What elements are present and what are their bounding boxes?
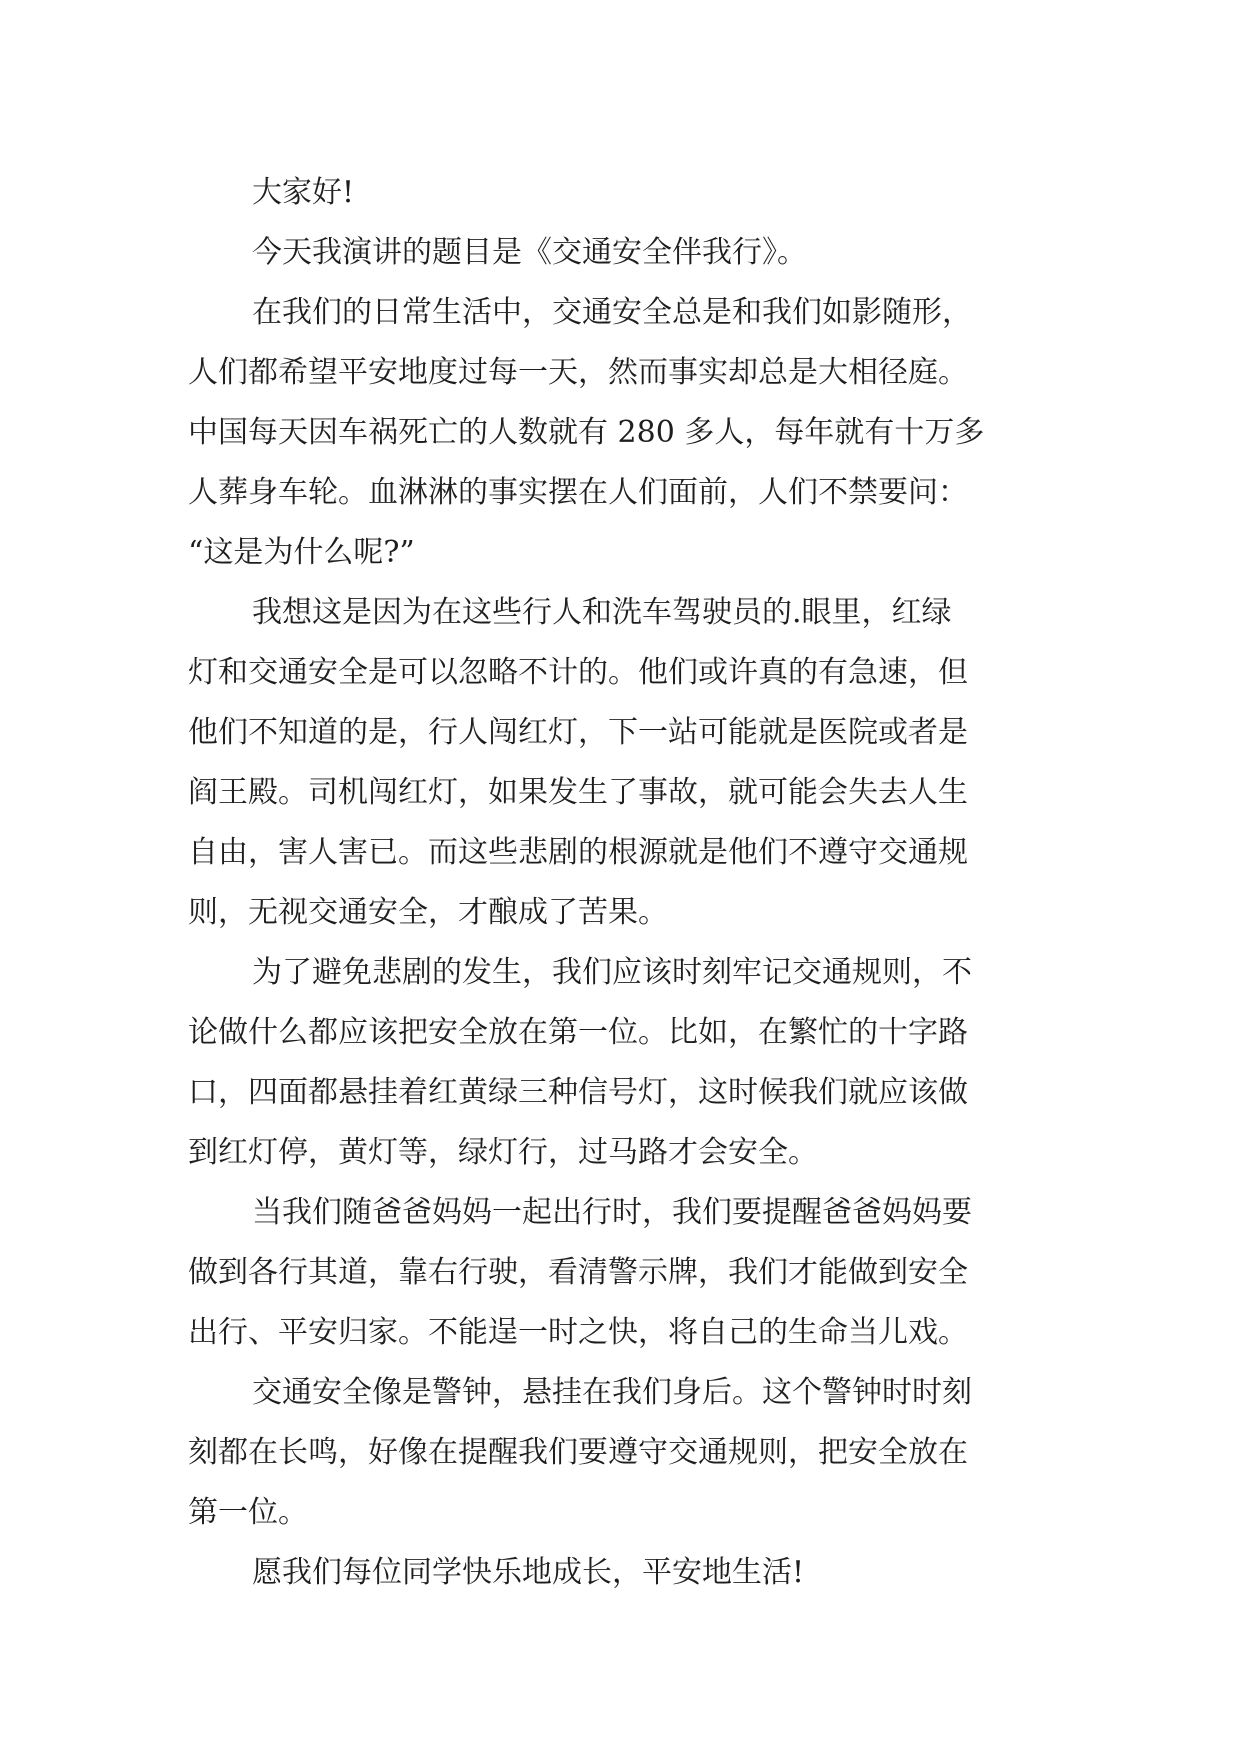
paragraph-4-line-3: 出行、平安归家。不能逞一时之快，将自己的生命当儿戏。 (188, 1315, 968, 1350)
speech-title-line: 今天我演讲的题目是《交通安全伴我行》。 (252, 235, 807, 270)
closing-line: 愿我们每位同学快乐地成长，平安地生活! (252, 1555, 805, 1590)
paragraph-2-line-4: 阎王殿。司机闯红灯，如果发生了事故，就可能会失去人生 (188, 775, 968, 810)
paragraph-3-line-2: 论做什么都应该把安全放在第一位。比如，在繁忙的十字路 (188, 1015, 968, 1050)
paragraph-3-line-3: 口，四面都悬挂着红黄绿三种信号灯，这时候我们就应该做 (188, 1075, 968, 1110)
paragraph-5-line-1: 交通安全像是警钟，悬挂在我们身后。这个警钟时时刻 (252, 1375, 972, 1410)
greeting-line: 大家好! (252, 175, 355, 210)
paragraph-2-line-2: 灯和交通安全是可以忽略不计的。他们或许真的有急速，但 (188, 655, 968, 690)
paragraph-4-line-2: 做到各行其道，靠右行驶，看清警示牌，我们才能做到安全 (188, 1255, 968, 1290)
paragraph-2-line-3: 他们不知道的是，行人闯红灯，下一站可能就是医院或者是 (188, 715, 968, 750)
paragraph-1-line-2: 人们都希望平安地度过每一天，然而事实却总是大相径庭。 (188, 355, 968, 390)
paragraph-4-line-1: 当我们随爸爸妈妈一起出行时，我们要提醒爸爸妈妈要 (252, 1195, 972, 1230)
paragraph-2-line-5: 自由，害人害已。而这些悲剧的根源就是他们不遵守交通规 (188, 835, 968, 870)
paragraph-1-line-5: “这是为什么呢?” (188, 535, 415, 570)
paragraph-5-line-3: 第一位。 (188, 1495, 308, 1530)
paragraph-2-line-1: 我想这是因为在这些行人和洗车驾驶员的.眼里，红绿 (252, 595, 952, 630)
paragraph-5-line-2: 刻都在长鸣，好像在提醒我们要遵守交通规则，把安全放在 (188, 1435, 968, 1470)
paragraph-3-line-4: 到红灯停，黄灯等，绿灯行，过马路才会安全。 (188, 1135, 818, 1170)
document-body (188, 163, 1058, 1603)
paragraph-1-line-3: 中国每天因车祸死亡的人数就有 280 多人，每年就有十万多 (188, 415, 985, 450)
paragraph-1-line-4: 人葬身车轮。血淋淋的事实摆在人们面前，人们不禁要问： (188, 475, 968, 510)
paragraph-1-line-1: 在我们的日常生活中，交通安全总是和我们如影随形， (252, 295, 972, 330)
paragraph-3-line-1: 为了避免悲剧的发生，我们应该时刻牢记交通规则，不 (252, 955, 972, 990)
paragraph-2-line-6: 则，无视交通安全，才酿成了苦果。 (188, 895, 668, 930)
